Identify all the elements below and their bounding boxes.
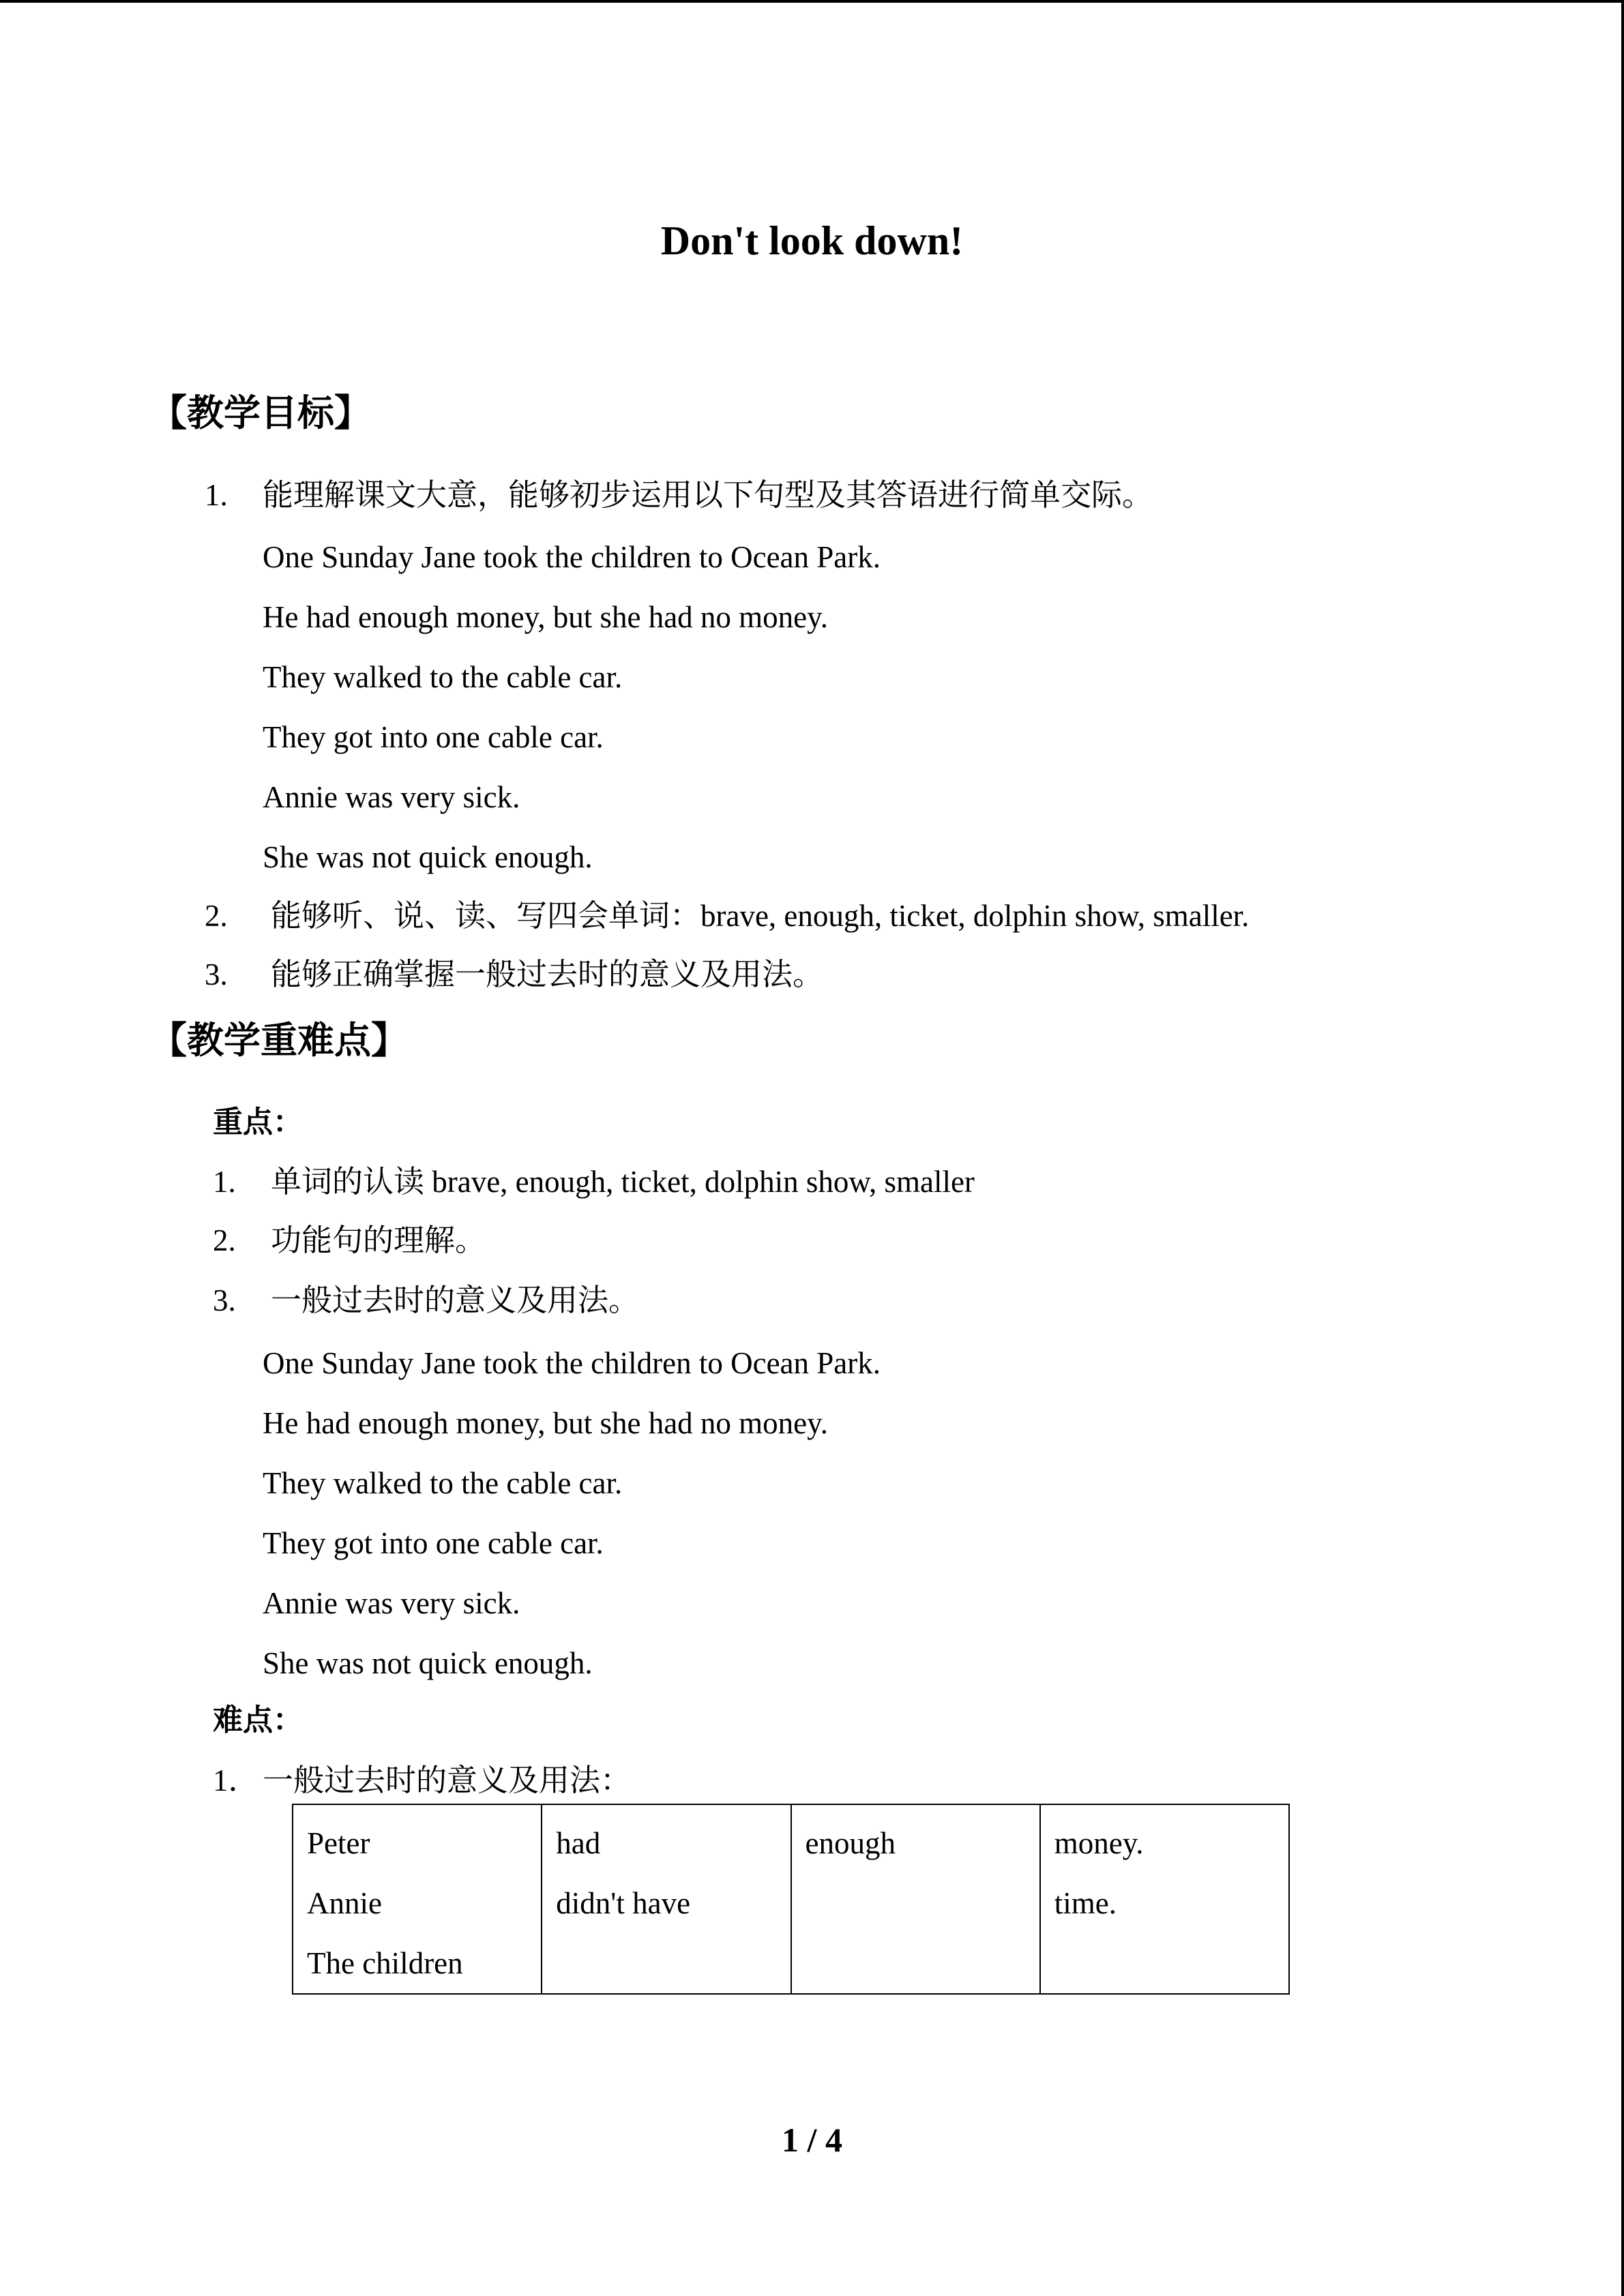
table-cell-objects (1040, 1804, 1289, 1994)
example-sentence: Annie was very sick. (263, 780, 520, 814)
key-point-number: 1. (213, 1165, 236, 1199)
example-sentence: One Sunday Jane took the children to Ocean Park. (263, 540, 881, 574)
difficulty-text: 一般过去时的意义及用法： (263, 1763, 632, 1798)
objective-text: 能够听、说、读、写四会单词：brave, enough, ticket, dolphin show, smaller. (271, 899, 1250, 933)
section-heading-objectives: 【教学目标】 (150, 393, 371, 434)
table-cell-adverb (791, 1804, 1040, 1994)
example-sentence: He had enough money, but she had no money. (263, 1406, 828, 1440)
top-border (0, 0, 1624, 3)
objective-text: 能够正确掌握一般过去时的意义及用法。 (271, 957, 824, 992)
example-sentence: She was not quick enough. (263, 840, 593, 874)
key-point-number: 2. (213, 1223, 236, 1257)
verb: didn't have (556, 1886, 691, 1920)
verb: had (556, 1826, 601, 1860)
difficulty-label: 难点： (213, 1703, 303, 1737)
key-point-text: 单词的认读 brave, enough, ticket, dolphin show, smaller (271, 1165, 975, 1199)
object: time. (1054, 1886, 1117, 1920)
section-heading-key-points: 【教学重难点】 (150, 1020, 408, 1061)
example-sentence: They walked to the cable car. (263, 660, 623, 694)
example-sentence: He had enough money, but she had no money. (263, 600, 828, 634)
page-title: Don't look down! (660, 218, 964, 263)
key-point-text: 功能句的理解。 (271, 1223, 486, 1257)
grammar-table (292, 1804, 1290, 1995)
objective-number: 1. (205, 478, 228, 512)
example-sentence: She was not quick enough. (263, 1646, 593, 1680)
example-sentence: They walked to the cable car. (263, 1466, 623, 1500)
object: money. (1054, 1826, 1144, 1860)
example-sentence: One Sunday Jane took the children to Ocean Park. (263, 1346, 881, 1380)
adverb: enough (805, 1826, 896, 1860)
subject: Annie (307, 1886, 382, 1920)
right-border (1621, 0, 1624, 2296)
example-sentence: They got into one cable car. (263, 1526, 604, 1560)
objective-number: 3. (205, 957, 228, 992)
key-point-text: 一般过去时的意义及用法。 (271, 1283, 640, 1317)
example-sentence: Annie was very sick. (263, 1586, 520, 1620)
objective-number: 2. (205, 899, 228, 933)
table-cell-subjects (293, 1804, 542, 1994)
difficulty-number: 1． (213, 1763, 259, 1798)
table-cell-verbs (542, 1804, 791, 1994)
key-point-number: 3. (213, 1283, 236, 1317)
subject: The children (307, 1946, 463, 1980)
page-number: 1 / 4 (782, 2121, 842, 2159)
example-sentence: They got into one cable car. (263, 720, 604, 754)
key-points-label: 重点： (213, 1105, 303, 1139)
table-row (293, 1804, 1289, 1994)
subject: Peter (307, 1826, 370, 1860)
objective-text: 能理解课文大意，能够初步运用以下句型及其答语进行简单交际。 (263, 478, 1153, 512)
